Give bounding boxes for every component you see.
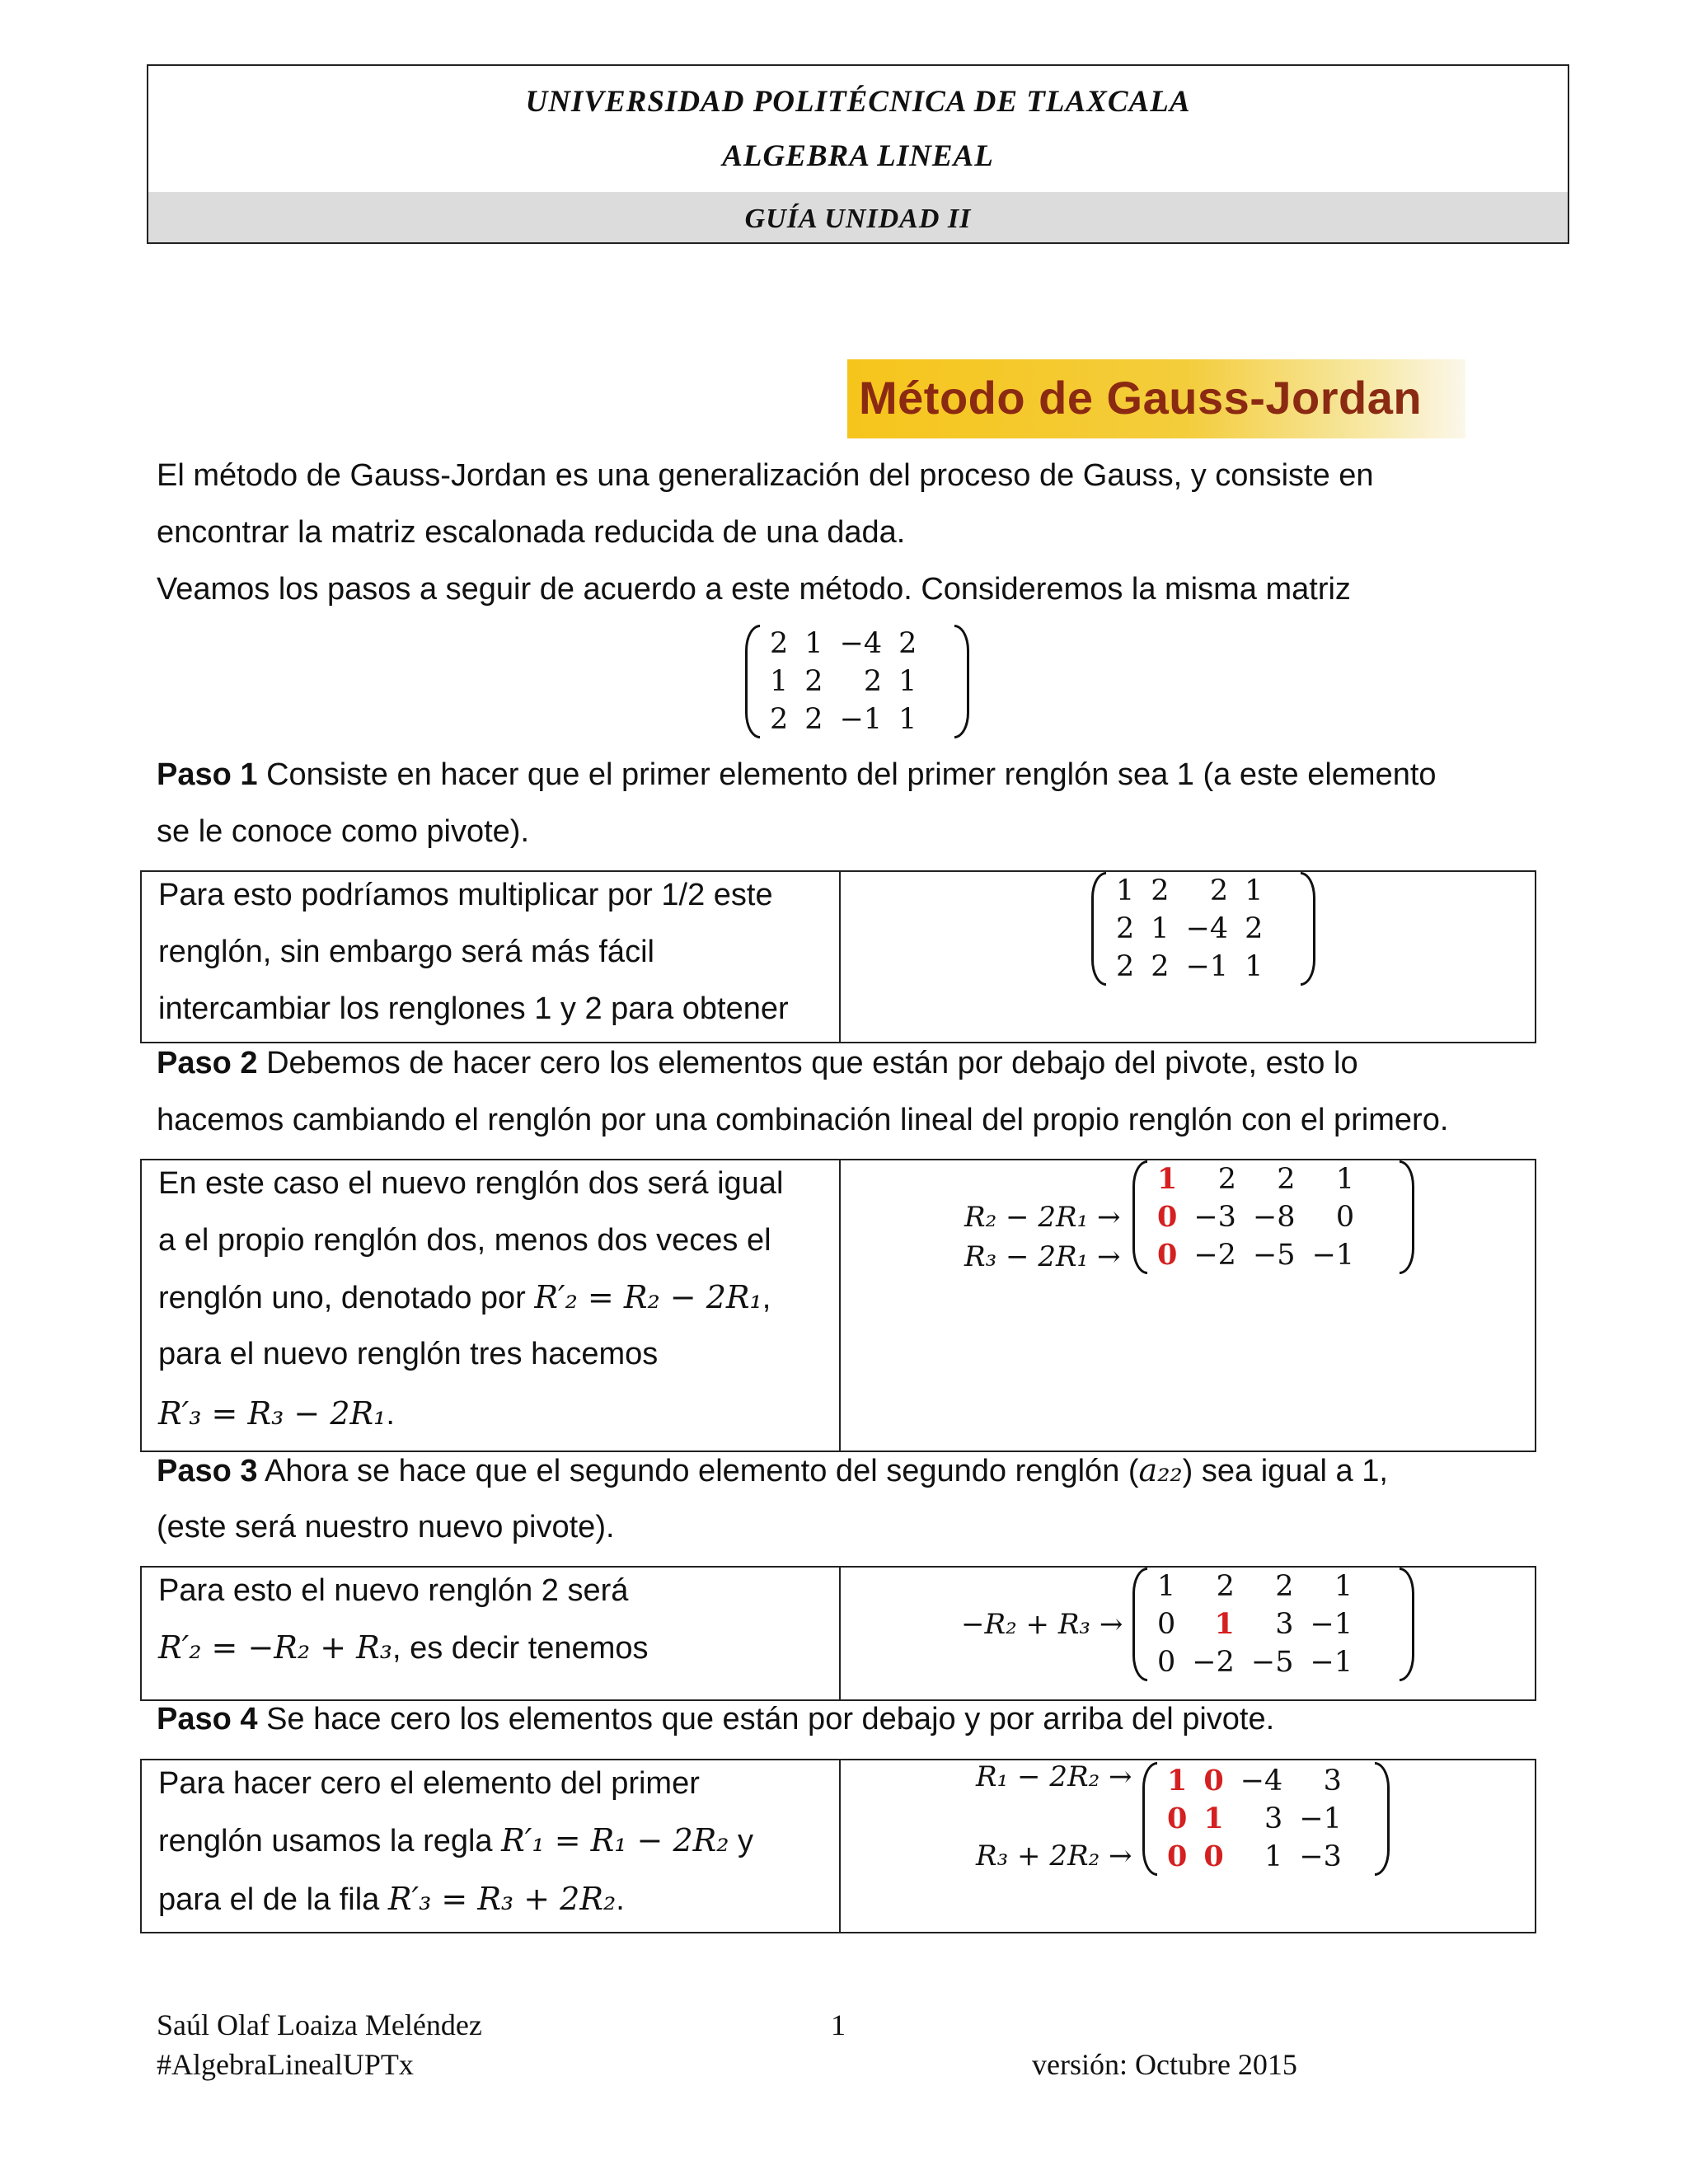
right-paren [1400, 1160, 1414, 1274]
right-paren [954, 625, 969, 738]
header-title-area [148, 66, 1568, 194]
step1-matrix [1091, 872, 1315, 986]
row-op-2: −R₂ + R₃ → [961, 1608, 1123, 1641]
step1-line-2: se le conoce como pivote). [157, 814, 530, 849]
cell: 0 [1335, 1201, 1355, 1234]
step3-box [140, 1566, 1536, 1701]
zeroed-cell: 0 [1203, 1764, 1224, 1797]
pivot-cell: 1 [1214, 1607, 1235, 1641]
cell: 2 [1245, 912, 1264, 945]
step1-box-line-3: intercambiar los renglones 1 y 2 para obtener [158, 991, 789, 1026]
left-paren [1142, 1762, 1157, 1876]
cell: 2 [1277, 1163, 1296, 1196]
cell: 2 [804, 665, 823, 698]
step4-text: Se hace cero los elementos que están por debajo y por arriba del pivote. [257, 1702, 1275, 1736]
intro-line-2: encontrar la matriz escalonada reducida de una dada. [157, 515, 906, 550]
zeroed-cell: 0 [1167, 1802, 1188, 1835]
step4-box [140, 1759, 1536, 1933]
cell: 2 [898, 627, 917, 660]
cell: 2 [1116, 912, 1135, 945]
step2-box [140, 1159, 1536, 1452]
step3-line-2: (este será nuestro nuevo pivote). [157, 1510, 615, 1544]
right-paren [1301, 872, 1315, 986]
cell: 3 [1323, 1765, 1342, 1797]
step2-box-line-3 [158, 1269, 771, 1327]
cell: −3 [1193, 1201, 1236, 1234]
footer-version: versión: Octubre 2015 [1032, 2048, 1297, 2081]
step4-line-1 [157, 1691, 1274, 1748]
step1-text: Consiste en hacer que el primer elemento del primer renglón sea 1 (a este elemento [257, 757, 1437, 792]
cell: 2 [1217, 1163, 1236, 1196]
footer-hashtag: #AlgebraLinealUPTx [157, 2048, 414, 2081]
column-divider [839, 1568, 841, 1699]
step4-box-line-3 [158, 1871, 625, 1929]
cell: 2 [804, 703, 823, 736]
cell: −1 [1185, 950, 1229, 983]
zeroed-cell: 0 [1167, 1840, 1188, 1873]
method-banner [847, 359, 1465, 438]
step2-text: Debemos de hacer cero los elementos que están por debajo del pivote, esto lo [257, 1046, 1358, 1080]
row-op-2: R₂ − 2R₁ → [964, 1201, 1121, 1234]
cell: −2 [1193, 1239, 1236, 1272]
guide-title: GUÍA UNIDAD II [744, 204, 972, 234]
step4-box-line-1: Para hacer cero el elemento del primer [158, 1766, 700, 1801]
step1-box [140, 870, 1536, 1043]
cell: 1 [1157, 1570, 1176, 1603]
formula: R′₁ = R₁ − 2R₂ [501, 1822, 729, 1858]
formula: R′₂ = −R₂ + R₃ [158, 1629, 392, 1666]
university-name: UNIVERSIDAD POLITÉCNICA DE TLAXCALA [525, 85, 1191, 119]
cell: 2 [1116, 950, 1135, 983]
text: y [729, 1824, 754, 1858]
cell: −8 [1252, 1201, 1296, 1234]
cell: 2 [1209, 874, 1229, 907]
text: renglón uno, denotado por [158, 1281, 535, 1315]
step1-box-line-1: Para esto podríamos multiplicar por 1/2 este [158, 878, 773, 912]
step3-label: Paso 3 [157, 1454, 258, 1488]
right-paren [1400, 1568, 1414, 1681]
step2-box-line-5 [158, 1385, 395, 1443]
header-guide-band [148, 192, 1568, 242]
step4-box-line-2 [158, 1812, 753, 1870]
text: renglón usamos la regla [158, 1824, 502, 1858]
cell: 2 [1151, 950, 1170, 983]
formula: R′₃ = R₃ + 2R₂ [387, 1881, 617, 1917]
matrix-table [1149, 1160, 1362, 1274]
cell: −4 [1240, 1765, 1283, 1797]
cell: −3 [1299, 1840, 1342, 1873]
step4-label: Paso 4 [157, 1702, 258, 1736]
step2-box-line-2: a el propio renglón dos, menos dos veces el [158, 1223, 771, 1258]
cell: 0 [1157, 1608, 1176, 1641]
cell: −4 [1185, 912, 1229, 945]
text: , [762, 1281, 771, 1315]
cell: 1 [898, 703, 917, 736]
cell: 0 [1157, 1646, 1176, 1679]
cell: −1 [1310, 1646, 1353, 1679]
cell: −4 [839, 627, 883, 660]
pivot-cell: 1 [1203, 1802, 1224, 1835]
formula: R′₂ = R₂ − 2R₁ [534, 1279, 762, 1315]
step1-line-1 [157, 747, 1437, 804]
step3-box-line-1: Para esto el nuevo renglón 2 será [158, 1573, 629, 1608]
intro-line-3: Veamos los pasos a seguir de acuerdo a este método. Consideremos la misma matriz [157, 572, 1351, 607]
cell: −1 [1310, 1608, 1353, 1641]
footer-author: Saúl Olaf Loaiza Meléndez [157, 2008, 482, 2041]
document-header [147, 64, 1569, 244]
column-divider [839, 1160, 841, 1451]
text: ) sea igual a 1, [1182, 1454, 1388, 1488]
cell: 1 [804, 627, 823, 660]
right-paren [1375, 1762, 1390, 1876]
matrix-table [1108, 872, 1271, 986]
cell: 2 [863, 665, 883, 698]
row-op-3: R₃ − 2R₁ → [964, 1240, 1121, 1273]
zeroed-cell: 0 [1157, 1200, 1178, 1234]
cell: 1 [1335, 1163, 1355, 1196]
left-paren [745, 625, 760, 738]
cell: 2 [770, 703, 789, 736]
matrix-table [1159, 1762, 1350, 1876]
column-divider [839, 872, 841, 1042]
initial-matrix [745, 625, 969, 738]
formula: R′₃ = R₃ − 2R₁ [158, 1395, 387, 1432]
text: , es decir tenemos [392, 1631, 649, 1666]
cell: 2 [1275, 1570, 1294, 1603]
banner-title: Método de Gauss-Jordan [859, 372, 1423, 424]
step2-line-2: hacemos cambiando el renglón por una combinación lineal del propio renglón con el primero. [157, 1103, 1449, 1137]
step1-label: Paso 1 [157, 757, 258, 792]
cell: −5 [1252, 1239, 1296, 1272]
cell: 1 [1116, 874, 1135, 907]
step3-box-line-2 [158, 1619, 648, 1677]
cell: 2 [1216, 1570, 1235, 1603]
cell: −1 [839, 703, 883, 736]
pivot-cell: 1 [1157, 1162, 1178, 1196]
cell: 1 [898, 665, 917, 698]
row-op-1: R₁ − 2R₂ → [976, 1760, 1132, 1793]
step2-box-line-4: para el nuevo renglón tres hacemos [158, 1337, 659, 1371]
text: . [616, 1882, 625, 1917]
step3-line-1 [157, 1442, 1388, 1500]
left-paren [1091, 872, 1106, 986]
zeroed-cell: 0 [1203, 1840, 1224, 1873]
left-paren [1132, 1568, 1147, 1681]
row-op-3: R₃ + 2R₂ → [976, 1840, 1132, 1872]
cell: 2 [1151, 874, 1170, 907]
pivot-cell: 1 [1167, 1764, 1188, 1797]
formula: a₂₂ [1138, 1452, 1183, 1488]
zeroed-cell: 0 [1157, 1238, 1178, 1272]
cell: −2 [1192, 1646, 1235, 1679]
cell: 1 [1334, 1570, 1353, 1603]
cell: 1 [1151, 912, 1170, 945]
cell: 2 [770, 627, 789, 660]
step4-matrix [1142, 1762, 1390, 1876]
intro-line-1: El método de Gauss-Jordan es una generalización del proceso de Gauss, y consiste en [157, 458, 1374, 493]
cell: 1 [770, 665, 789, 698]
left-paren [1132, 1160, 1147, 1274]
cell: −1 [1311, 1239, 1355, 1272]
step2-matrix [1132, 1160, 1414, 1274]
cell: 1 [1245, 950, 1264, 983]
step2-label: Paso 2 [157, 1046, 258, 1080]
step3-matrix [1132, 1568, 1414, 1681]
step2-line-1 [157, 1035, 1358, 1092]
cell: 1 [1245, 874, 1264, 907]
matrix-table [762, 625, 925, 738]
course-name: ALGEBRA LINEAL [722, 139, 994, 173]
step2-box-line-1: En este caso el nuevo renglón dos será igual [158, 1166, 784, 1201]
cell: 3 [1275, 1608, 1294, 1641]
text: . [386, 1397, 395, 1432]
text: para el de la fila [158, 1882, 388, 1917]
cell: 3 [1264, 1802, 1283, 1835]
cell: 1 [1264, 1840, 1283, 1873]
matrix-table [1149, 1568, 1361, 1681]
cell: −1 [1299, 1802, 1342, 1835]
step1-box-line-2: renglón, sin embargo será más fácil [158, 935, 654, 969]
text: Ahora se hace que el segundo elemento del segundo renglón ( [257, 1454, 1139, 1488]
column-divider [839, 1760, 841, 1932]
footer-page-number: 1 [831, 2008, 846, 2041]
cell: −5 [1250, 1646, 1294, 1679]
